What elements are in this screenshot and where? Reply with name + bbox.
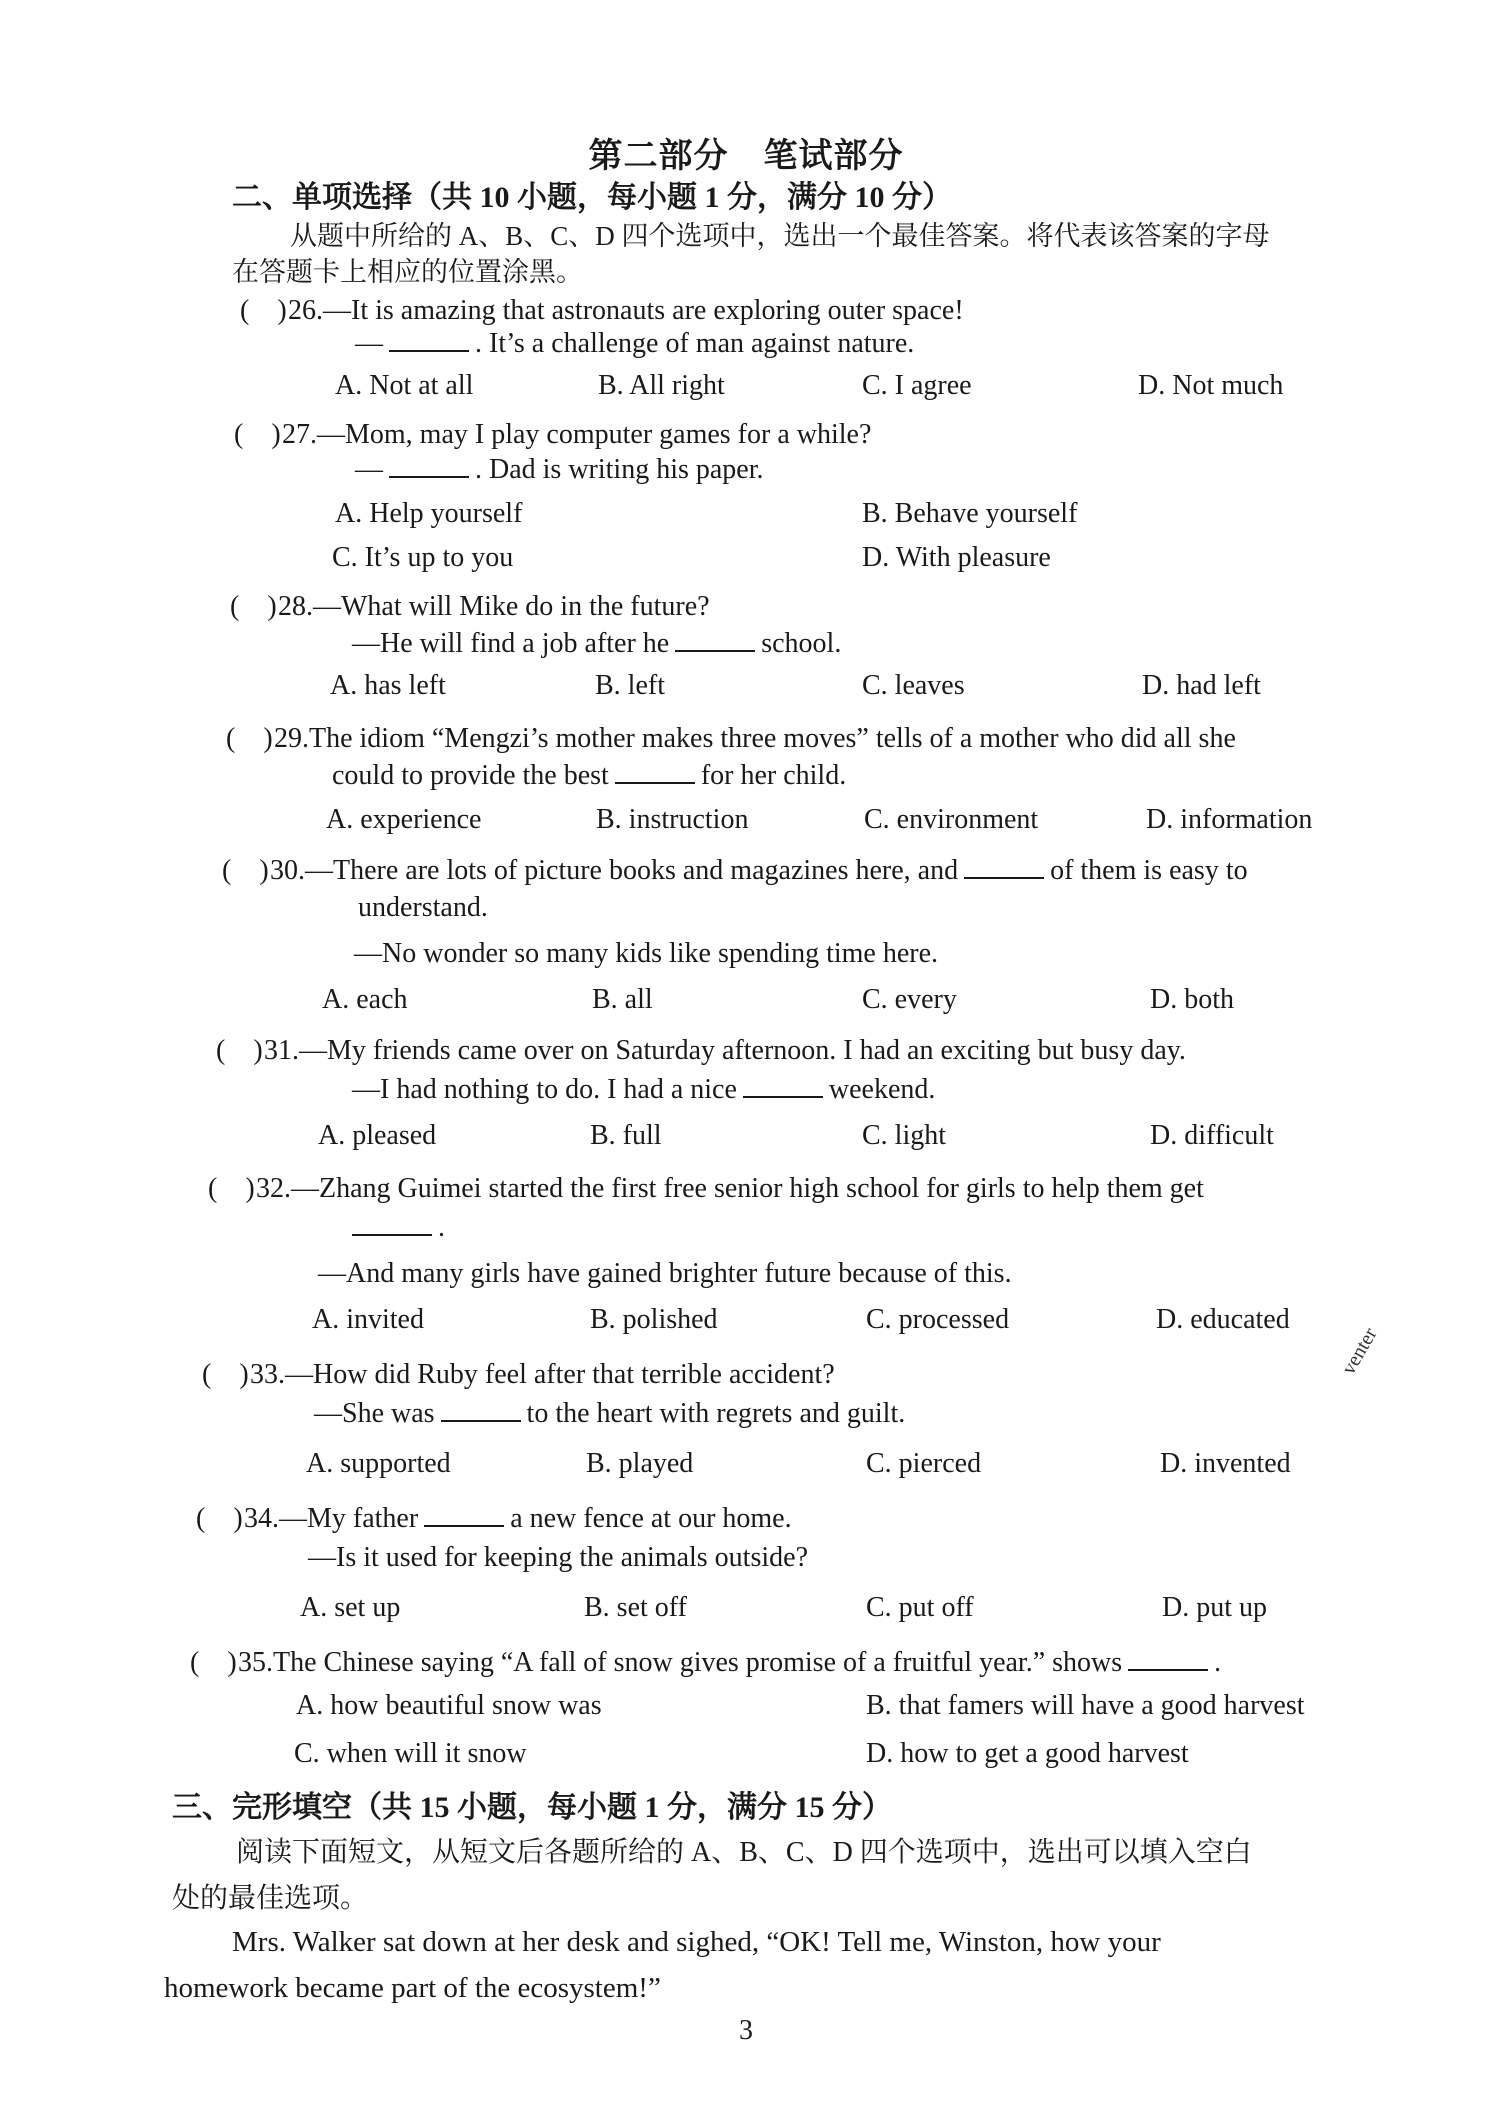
- answer-blank: [352, 1233, 432, 1236]
- section2-heading: 二、单项选择（共 10 小题，每小题 1 分，满分 10 分）: [232, 181, 952, 214]
- answer-blank: [441, 1419, 521, 1422]
- option-35-a: A. how beautiful snow was: [296, 1690, 602, 1721]
- option-33-c: C. pierced: [866, 1448, 982, 1479]
- question-text: of them is easy to: [1050, 855, 1248, 886]
- question-text: . Dad is writing his paper.: [475, 454, 764, 485]
- question-32-line3: —And many girls have gained brighter future because of this.: [318, 1258, 1012, 1289]
- option-27-d: D. With pleasure: [862, 542, 1051, 573]
- answer-paren: ( ): [196, 1503, 243, 1534]
- question-number: 30.: [270, 855, 305, 886]
- answer-blank: [1128, 1668, 1208, 1671]
- option-33-b: B. played: [586, 1448, 694, 1479]
- answer-blank: [743, 1095, 823, 1098]
- question-text: for her child.: [700, 760, 847, 791]
- part-title: 第二部分 笔试部分: [588, 138, 904, 175]
- question-text: .: [1214, 1647, 1222, 1678]
- option-28-d: D. had left: [1142, 670, 1261, 701]
- question-28-stem: [230, 584, 710, 624]
- margin-scribble: venter: [1337, 1324, 1382, 1379]
- page-number: 3: [739, 2015, 753, 2046]
- question-text: —Zhang Guimei started the first free senior high school for girls to help them get: [291, 1173, 1204, 1204]
- question-text: —I had nothing to do. I had a nice: [352, 1074, 737, 1105]
- option-31-a: A. pleased: [318, 1120, 437, 1151]
- question-30-line3: —No wonder so many kids like spending time here.: [354, 938, 939, 969]
- option-28-c: C. leaves: [862, 670, 965, 701]
- question-34-line2: —Is it used for keeping the animals outside?: [308, 1542, 808, 1573]
- question-35-stem: [190, 1640, 1221, 1680]
- question-text: The Chinese saying “A fall of snow gives promise of a fruitful year.” shows: [273, 1647, 1123, 1678]
- option-29-a: A. experience: [326, 804, 482, 835]
- option-30-a: A. each: [322, 984, 408, 1015]
- question-text: —There are lots of picture books and magazines here, and: [305, 855, 959, 886]
- question-26-line2: [355, 328, 914, 360]
- section3-instruction-line2: 处的最佳选项。: [172, 1883, 369, 1914]
- section3-heading: 三、完形填空（共 15 小题，每小题 1 分，满分 15 分）: [172, 1791, 892, 1824]
- question-32-stem: [208, 1166, 1204, 1206]
- question-text: to the heart with regrets and guilt.: [526, 1398, 906, 1429]
- option-30-d: D. both: [1150, 984, 1234, 1015]
- question-text: —: [355, 454, 383, 485]
- option-31-b: B. full: [590, 1120, 662, 1151]
- option-33-a: A. supported: [306, 1448, 451, 1479]
- option-27-a: A. Help yourself: [335, 498, 523, 529]
- option-30-b: B. all: [592, 984, 653, 1015]
- question-text: —My father: [279, 1503, 419, 1534]
- option-33-d: D. invented: [1160, 1448, 1291, 1479]
- question-33-line2: [314, 1398, 905, 1430]
- option-34-d: D. put up: [1162, 1592, 1267, 1623]
- option-34-a: A. set up: [300, 1592, 401, 1623]
- question-text: —It is amazing that astronauts are exploring outer space!: [323, 295, 964, 326]
- option-27-c: C. It’s up to you: [332, 542, 514, 573]
- question-text: The idiom “Mengzi’s mother makes three moves” tells of a mother who did all she: [309, 723, 1236, 754]
- question-text: —She was: [314, 1398, 435, 1429]
- passage-line2: homework became part of the ecosystem!”: [164, 1972, 661, 2004]
- question-text: —My friends came over on Saturday afternoon. I had an exciting but busy day.: [299, 1035, 1186, 1066]
- option-34-c: C. put off: [866, 1592, 974, 1623]
- answer-paren: ( ): [222, 855, 269, 886]
- answer-paren: ( ): [216, 1035, 263, 1066]
- option-29-c: C. environment: [864, 804, 1039, 835]
- option-32-a: A. invited: [312, 1304, 424, 1335]
- question-text: —How did Ruby feel after that terrible accident?: [285, 1359, 835, 1390]
- option-35-b: B. that famers will have a good harvest: [866, 1690, 1305, 1721]
- passage-line1: Mrs. Walker sat down at her desk and sighed, “OK! Tell me, Winston, how your: [232, 1926, 1161, 1958]
- answer-blank: [389, 349, 469, 352]
- question-number: 31.: [264, 1035, 299, 1066]
- answer-blank: [964, 876, 1044, 879]
- option-27-b: B. Behave yourself: [862, 498, 1078, 529]
- question-text: —Mom, may I play computer games for a while?: [317, 419, 872, 450]
- answer-paren: ( ): [240, 295, 287, 326]
- option-29-d: D. information: [1146, 804, 1313, 835]
- option-32-b: B. polished: [590, 1304, 718, 1335]
- answer-paren: ( ): [190, 1647, 237, 1678]
- answer-paren: ( ): [230, 591, 277, 622]
- answer-blank: [675, 649, 755, 652]
- question-30-line2: understand.: [358, 892, 488, 923]
- question-33-stem: [202, 1352, 835, 1392]
- option-29-b: B. instruction: [596, 804, 749, 835]
- question-27-stem: [234, 412, 871, 452]
- question-26-stem: [240, 288, 964, 328]
- question-number: 32.: [256, 1173, 291, 1204]
- option-31-d: D. difficult: [1150, 1120, 1274, 1151]
- question-text: . It’s a challenge of man against nature.: [475, 328, 915, 359]
- option-35-c: C. when will it snow: [294, 1738, 527, 1769]
- question-number: 28.: [278, 591, 313, 622]
- question-text: weekend.: [828, 1074, 936, 1105]
- answer-paren: ( ): [226, 723, 273, 754]
- answer-blank: [424, 1524, 504, 1527]
- answer-blank: [389, 475, 469, 478]
- option-26-d: D. Not much: [1138, 370, 1284, 401]
- question-text: .: [438, 1212, 445, 1243]
- question-30-stem: [222, 848, 1248, 888]
- option-34-b: B. set off: [584, 1592, 687, 1623]
- question-number: 27.: [282, 419, 317, 450]
- question-number: 29.: [274, 723, 309, 754]
- question-31-stem: [216, 1028, 1186, 1068]
- question-text: school.: [761, 628, 842, 659]
- question-31-line2: [352, 1074, 935, 1106]
- question-text: —He will find a job after he: [352, 628, 670, 659]
- option-28-a: A. has left: [330, 670, 446, 701]
- question-29-line2: [332, 760, 846, 792]
- question-29-stem: [226, 716, 1236, 756]
- option-26-c: C. I agree: [862, 370, 972, 401]
- question-number: 34.: [244, 1503, 279, 1534]
- answer-paren: ( ): [208, 1173, 255, 1204]
- section3-instruction-line1: 阅读下面短文，从短文后各题所给的 A、B、C、D 四个选项中，选出可以填入空白: [236, 1837, 1252, 1868]
- option-26-b: B. All right: [598, 370, 725, 401]
- answer-paren: ( ): [202, 1359, 249, 1390]
- option-30-c: C. every: [862, 984, 957, 1015]
- option-26-a: A. Not at all: [335, 370, 474, 401]
- option-31-c: C. light: [862, 1120, 947, 1151]
- section2-instruction-line1: 从题中所给的 A、B、C、D 四个选项中，选出一个最佳答案。将代表该答案的字母: [290, 221, 1270, 251]
- question-34-stem: [196, 1496, 792, 1536]
- option-32-c: C. processed: [866, 1304, 1010, 1335]
- option-32-d: D. educated: [1156, 1304, 1290, 1335]
- question-text: could to provide the best: [332, 760, 609, 791]
- option-35-d: D. how to get a good harvest: [866, 1738, 1189, 1769]
- question-number: 26.: [288, 295, 323, 326]
- question-text: a new fence at our home.: [510, 1503, 792, 1534]
- option-28-b: B. left: [595, 670, 665, 701]
- question-32-line2: [346, 1212, 445, 1244]
- answer-blank: [615, 781, 695, 784]
- question-27-line2: [355, 454, 764, 486]
- question-number: 35.: [238, 1647, 273, 1678]
- question-text: —What will Mike do in the future?: [313, 591, 710, 622]
- section2-instruction-line2: 在答题卡上相应的位置涂黑。: [232, 257, 583, 287]
- question-text: —: [355, 328, 383, 359]
- answer-paren: ( ): [234, 419, 281, 450]
- question-number: 33.: [250, 1359, 285, 1390]
- question-28-line2: [352, 628, 841, 660]
